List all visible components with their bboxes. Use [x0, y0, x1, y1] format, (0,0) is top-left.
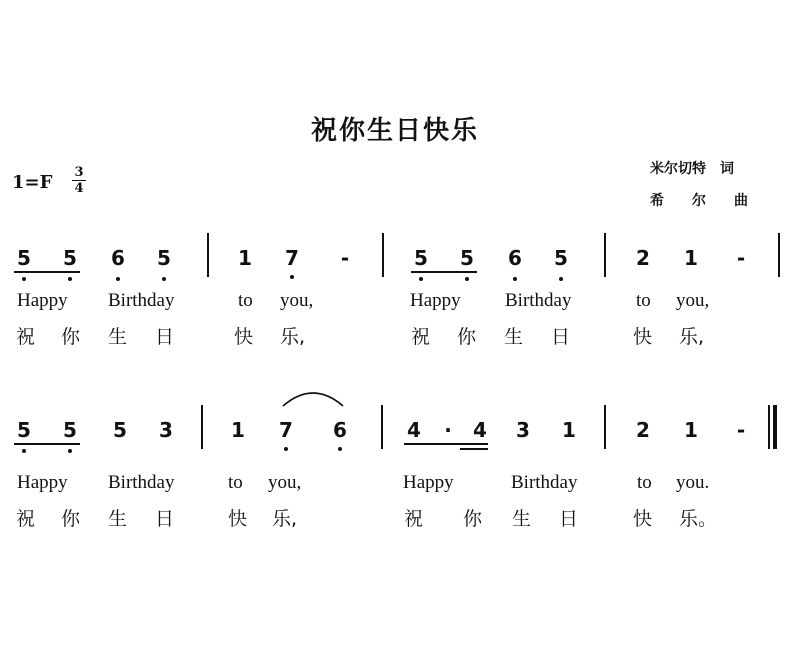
note: 2 — [636, 418, 650, 442]
octave-dot — [68, 277, 72, 281]
octave-dot — [559, 277, 563, 281]
lyric-char: 祝 — [16, 508, 36, 530]
octave-dot — [116, 277, 120, 281]
lyric-word: Happy — [403, 472, 454, 493]
lyric-word: you, — [676, 290, 710, 311]
beam-line — [14, 271, 80, 273]
barline — [604, 233, 606, 277]
lyric-char: 日 — [155, 508, 175, 530]
lyric-word: Happy — [17, 472, 68, 493]
octave-dot — [465, 277, 469, 281]
note: 5 — [460, 246, 474, 270]
lyricist-credit: 米尔切特 词 — [650, 161, 734, 177]
lyric-char: 祝 — [16, 326, 36, 348]
note: 1 — [562, 418, 576, 442]
lyric-word: Birthday — [108, 290, 175, 311]
lyric-char: 生 — [512, 508, 532, 530]
lyric-word: to — [228, 472, 243, 493]
lyric-char: 祝 — [404, 508, 424, 530]
lyric-char: 乐, — [272, 508, 298, 530]
lyric-char: 快 — [633, 326, 653, 348]
dash: - — [736, 418, 746, 442]
time-signature — [72, 166, 86, 195]
final-barline-thin — [768, 405, 770, 449]
lyric-char: 你 — [463, 508, 483, 530]
note: 2 — [636, 246, 650, 270]
lyric-char: 你 — [61, 508, 81, 530]
note: 3 — [159, 418, 173, 442]
time-sig-top: 3 — [74, 165, 84, 180]
note: 5 — [554, 246, 568, 270]
note: 1 — [231, 418, 245, 442]
lyric-word: Happy — [410, 290, 461, 311]
beam-line-double — [460, 448, 488, 450]
lyric-char: 日 — [559, 508, 579, 530]
octave-dot — [22, 277, 26, 281]
lyric-char: 生 — [108, 326, 128, 348]
note: 5 — [63, 418, 77, 442]
time-sig-bottom: 4 — [74, 181, 84, 196]
note: 5 — [63, 246, 77, 270]
lyric-char: 生 — [504, 326, 524, 348]
lyric-word: Birthday — [505, 290, 572, 311]
composer-credit: 希 尔 曲 — [650, 193, 748, 209]
lyric-word: Birthday — [108, 472, 175, 493]
note: 6 — [333, 418, 347, 442]
octave-dot — [22, 449, 26, 453]
lyric-word: you. — [676, 472, 710, 493]
octave-dot — [162, 277, 166, 281]
note: 4 — [473, 418, 487, 442]
lyric-word: to — [637, 472, 652, 493]
octave-dot — [290, 275, 294, 279]
note: 5 — [113, 418, 127, 442]
lyric-word: you, — [268, 472, 302, 493]
dash: - — [736, 246, 746, 270]
lyric-char: 祝 — [411, 326, 431, 348]
barline — [604, 405, 606, 449]
final-barline-thick — [773, 405, 777, 449]
beam-line — [14, 443, 80, 445]
note: 6 — [111, 246, 125, 270]
beam-line — [404, 443, 488, 445]
note: 6 — [508, 246, 522, 270]
barline — [778, 233, 780, 277]
beam-line — [411, 271, 477, 273]
slur-arc — [280, 386, 346, 408]
octave-dot — [513, 277, 517, 281]
barline — [382, 233, 384, 277]
note: 1 — [684, 246, 698, 270]
note: 5 — [17, 418, 31, 442]
lyric-char: 快 — [633, 508, 653, 530]
song-title: 祝你生日快乐 — [310, 116, 479, 146]
lyric-char: 乐, — [280, 326, 306, 348]
note: 5 — [157, 246, 171, 270]
lyric-char: 你 — [61, 326, 81, 348]
barline — [207, 233, 209, 277]
note: 5 — [17, 246, 31, 270]
dash: - — [340, 246, 350, 270]
octave-dot — [419, 277, 423, 281]
note: 7 — [279, 418, 293, 442]
note: 7 — [285, 246, 299, 270]
dot-note: · — [444, 418, 452, 442]
lyric-char: 乐。 — [679, 508, 718, 530]
lyric-word: to — [238, 290, 253, 311]
lyric-word: Birthday — [511, 472, 578, 493]
lyric-char: 你 — [457, 326, 477, 348]
lyric-char: 日 — [155, 326, 175, 348]
note: 5 — [414, 246, 428, 270]
barline — [381, 405, 383, 449]
note: 1 — [238, 246, 252, 270]
key-signature: 1=F — [12, 172, 53, 193]
lyric-word: you, — [280, 290, 314, 311]
lyric-char: 快 — [228, 508, 248, 530]
note: 3 — [516, 418, 530, 442]
barline — [201, 405, 203, 449]
lyric-char: 快 — [234, 326, 254, 348]
octave-dot — [68, 449, 72, 453]
lyric-word: to — [636, 290, 651, 311]
note: 4 — [407, 418, 421, 442]
lyric-word: Happy — [17, 290, 68, 311]
octave-dot — [338, 447, 342, 451]
octave-dot — [284, 447, 288, 451]
note: 1 — [684, 418, 698, 442]
lyric-char: 生 — [108, 508, 128, 530]
lyric-char: 日 — [551, 326, 571, 348]
lyric-char: 乐, — [679, 326, 705, 348]
